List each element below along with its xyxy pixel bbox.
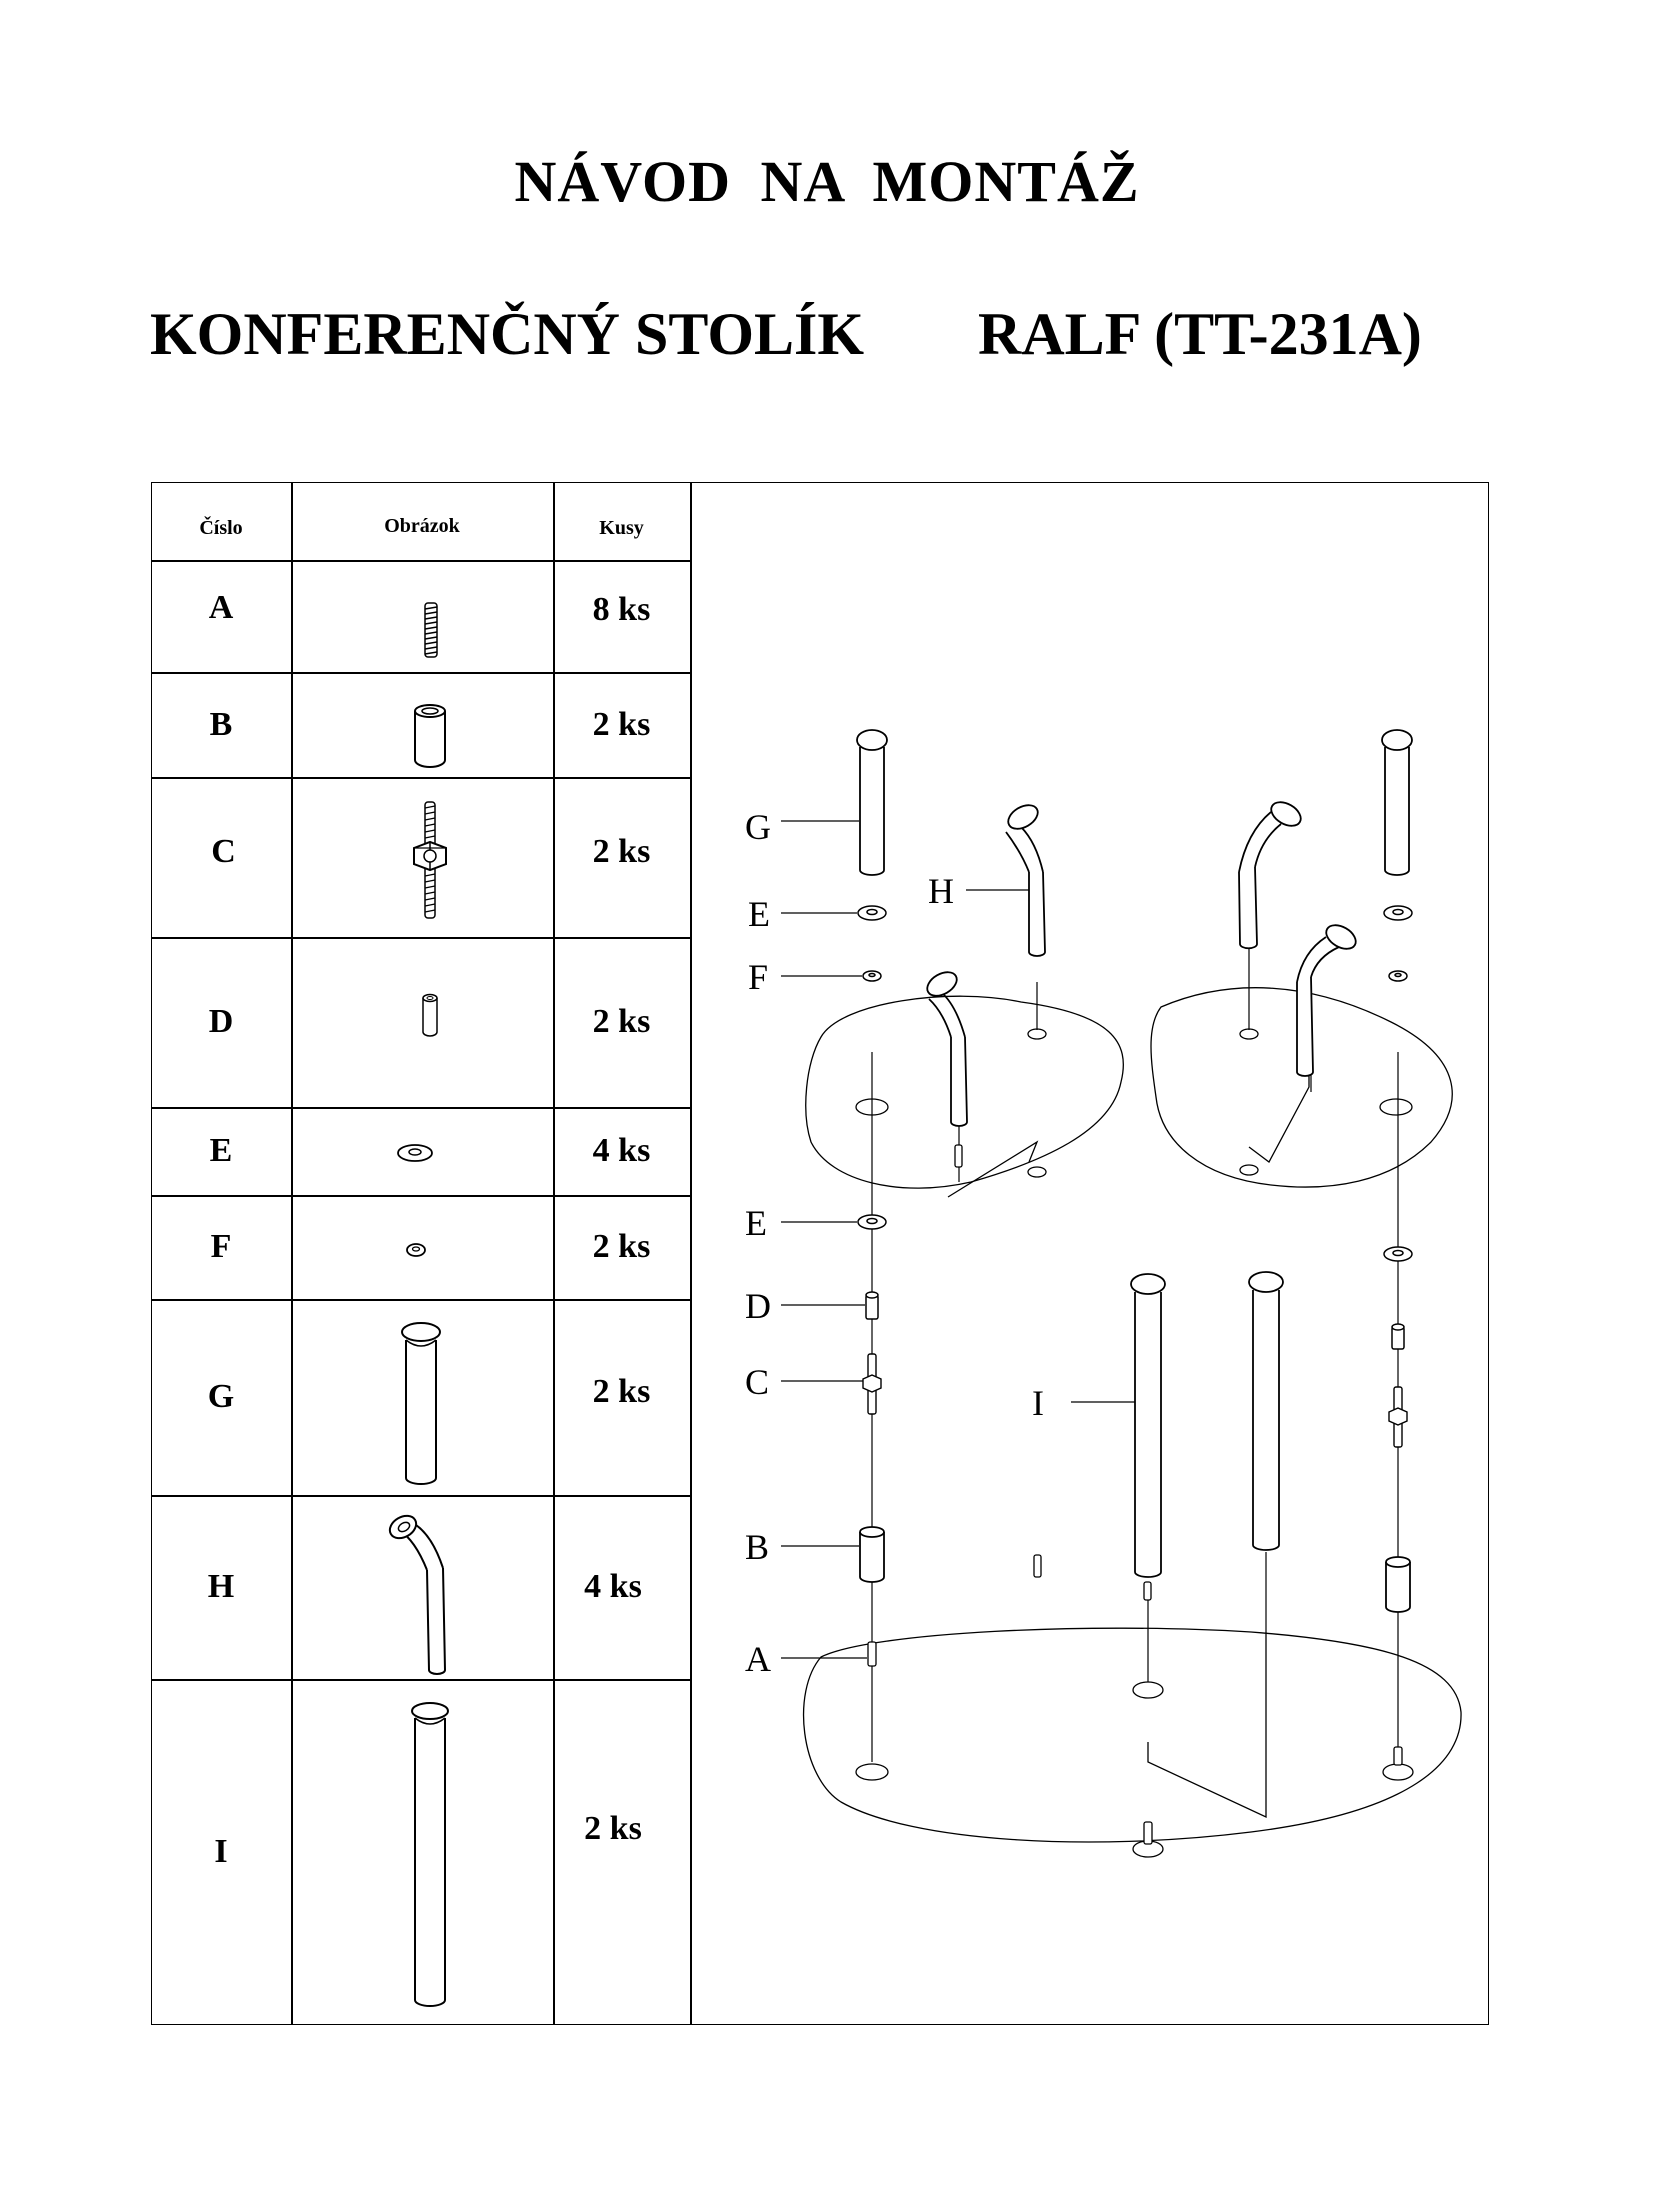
exploded-assembly-diagram: [691, 482, 1488, 2025]
small-sleeve-icon: [415, 992, 445, 1042]
part-id: E: [209, 1132, 233, 1169]
header-pieces: Kusy: [599, 516, 644, 539]
bolt-with-nut-icon: [405, 800, 455, 920]
callout-label: F: [748, 957, 769, 997]
callout-label: B: [745, 1527, 770, 1567]
part-id: F: [210, 1228, 232, 1265]
part-qty: 2 ks: [592, 1228, 651, 1265]
part-id: C: [211, 833, 236, 870]
small-washer-icon: [404, 1239, 428, 1261]
callout-label: E: [748, 894, 770, 934]
washer-icon: [395, 1140, 435, 1166]
part-id: I: [214, 1833, 228, 1870]
long-leg-icon: [405, 1700, 455, 2015]
part-id: A: [208, 588, 234, 626]
header-picture: Obrázok: [384, 514, 460, 537]
part-qty: 2 ks: [592, 1003, 651, 1040]
callout-label: C: [745, 1362, 770, 1402]
part-id: B: [209, 705, 233, 743]
part-qty: 2 ks: [592, 833, 651, 870]
sleeve-icon: [405, 702, 455, 772]
part-id: H: [207, 1568, 235, 1605]
short-leg-icon: [396, 1320, 446, 1490]
part-qty: 8 ks: [592, 591, 651, 628]
part-qty: 2 ks: [592, 1373, 651, 1410]
callout-label: I: [1032, 1383, 1044, 1423]
part-id: D: [208, 1003, 234, 1040]
callout-label: E: [745, 1203, 767, 1243]
callout-label: H: [928, 871, 954, 911]
threaded-rod-icon: [411, 600, 451, 660]
header-number: Číslo: [199, 516, 243, 539]
callout-label: G: [745, 807, 771, 847]
part-qty: 2 ks: [592, 705, 651, 743]
page-title: NÁVOD NA MONTÁŽ: [514, 149, 1140, 214]
part-qty: 4 ks: [592, 1132, 651, 1169]
part-qty: 4 ks: [584, 1568, 642, 1605]
curved-support-icon: [383, 1510, 473, 1680]
table-divider: [291, 482, 293, 2025]
product-code: RALF (TT-231A): [978, 301, 1422, 367]
callout-label: A: [745, 1639, 771, 1679]
callout-label: D: [745, 1286, 771, 1326]
product-name: KONFERENČNÝ STOLÍK: [150, 301, 865, 367]
part-qty: 2 ks: [584, 1810, 642, 1847]
part-id: G: [207, 1378, 235, 1415]
